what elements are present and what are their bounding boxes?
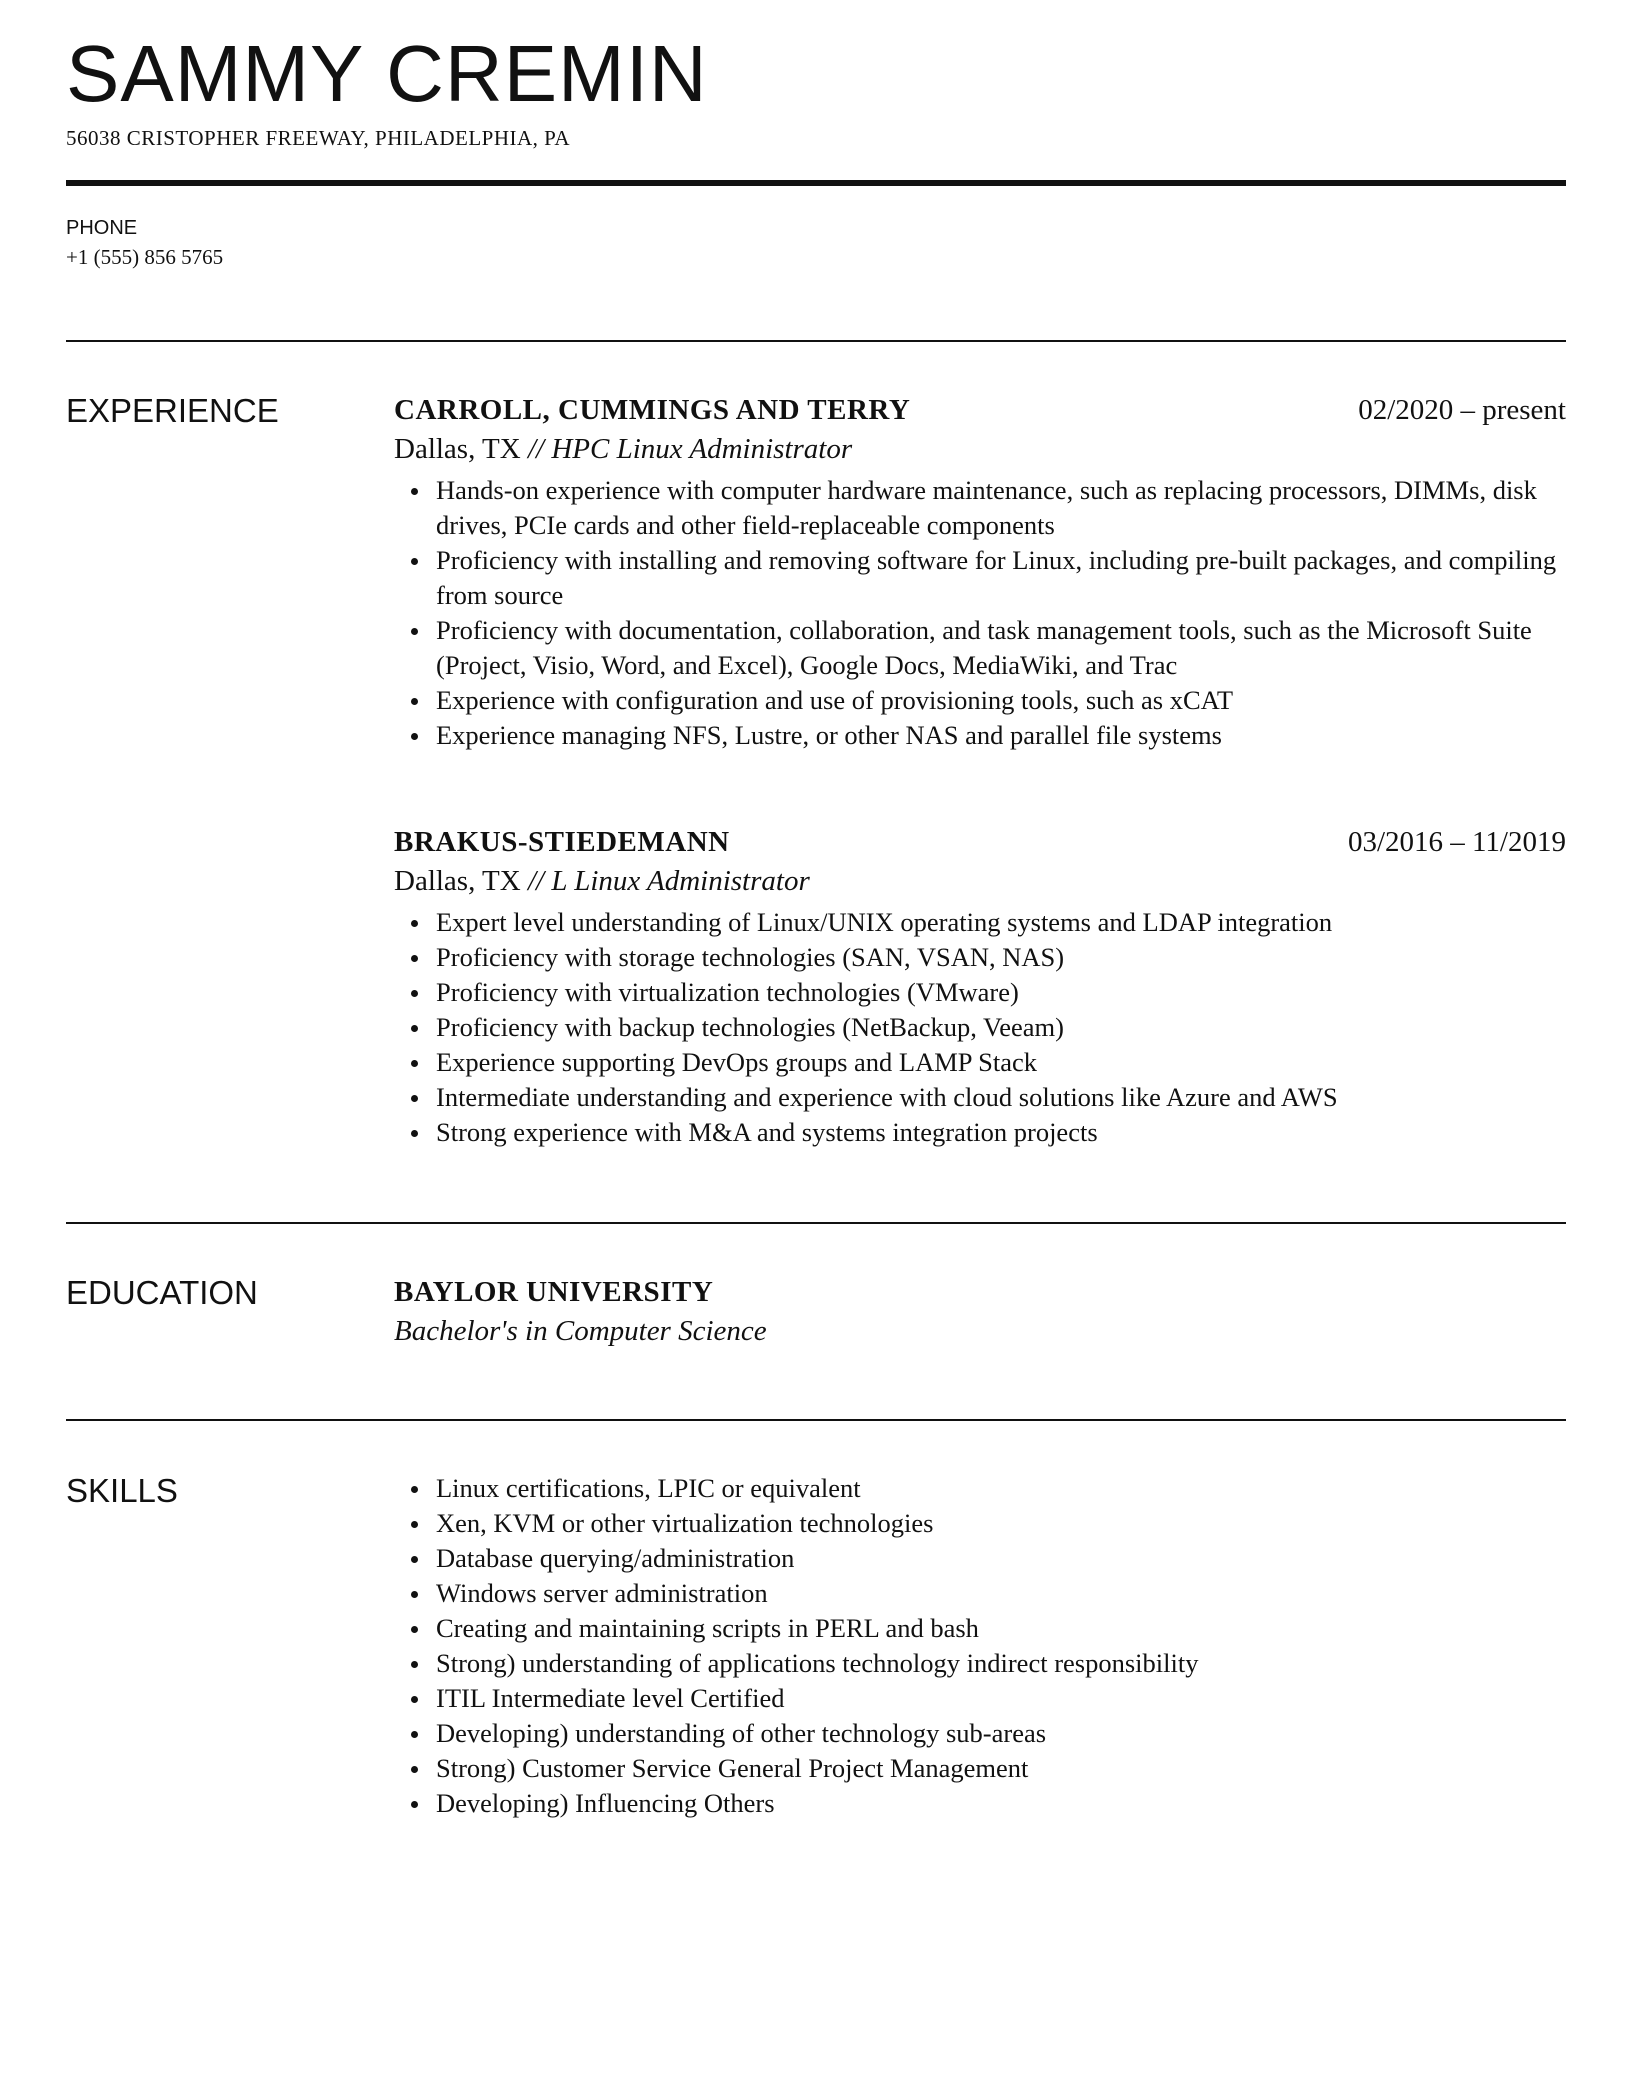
list-item: Xen, KVM or other virtualization technologies	[394, 1506, 1566, 1541]
list-item: Windows server administration	[394, 1576, 1566, 1611]
job-header	[394, 823, 1566, 861]
education-entry	[394, 1273, 1566, 1351]
job-bullets	[394, 473, 1566, 753]
list-item: Linux certifications, LPIC or equivalent	[394, 1471, 1566, 1506]
list-item: Proficiency with storage technologies (SAN, VSAN, NAS)	[394, 940, 1566, 975]
job-subline	[394, 861, 1566, 901]
list-item: Strong) Customer Service General Project Management	[394, 1751, 1566, 1786]
list-item: Proficiency with backup technologies (NetBackup, Veeam)	[394, 1010, 1566, 1045]
section-title-experience: EXPERIENCE	[66, 392, 279, 429]
job-company: BRAKUS-STIEDEMANN	[394, 826, 730, 858]
header-divider	[66, 180, 1566, 186]
skills-list-container	[394, 1471, 1566, 1821]
job-entry	[394, 391, 1566, 753]
job-separator: //	[520, 865, 552, 897]
list-item: Experience with configuration and use of provisioning tools, such as xCAT	[394, 683, 1566, 718]
list-item: ITIL Intermediate level Certified	[394, 1681, 1566, 1716]
job-role: L Linux Administrator	[551, 865, 810, 897]
list-item: Intermediate understanding and experience with cloud solutions like Azure and AWS	[394, 1080, 1566, 1115]
list-item: Experience managing NFS, Lustre, or other NAS and parallel file systems	[394, 718, 1566, 753]
contact-block	[66, 216, 1566, 270]
job-dates: 02/2020 – present	[1358, 394, 1566, 426]
section-divider	[66, 340, 1566, 342]
job-header	[394, 391, 1566, 429]
candidate-address: 56038 CRISTOPHER FREEWAY, PHILADELPHIA, PA	[66, 126, 571, 150]
phone-label: PHONE	[66, 217, 138, 239]
list-item: Developing) Influencing Others	[394, 1786, 1566, 1821]
job-location: Dallas, TX	[394, 433, 521, 465]
job-entry	[394, 823, 1566, 1150]
job-dates: 03/2016 – 11/2019	[1347, 826, 1566, 858]
list-item: Proficiency with installing and removing software for Linux, including pre-built packages, and compiling from source	[394, 543, 1566, 613]
education-school: BAYLOR UNIVERSITY	[394, 1276, 714, 1308]
list-item: Creating and maintaining scripts in PERL and bash	[394, 1611, 1566, 1646]
skills-list	[394, 1471, 1566, 1821]
list-item: Proficiency with documentation, collaboration, and task management tools, such as the Microsoft Suite (Project, Visio, Word, and Excel), Google Docs, MediaWiki, and Trac	[394, 613, 1566, 683]
job-company: CARROLL, CUMMINGS AND TERRY	[394, 394, 911, 426]
list-item: Database querying/administration	[394, 1541, 1566, 1576]
education-degree: Bachelor's in Computer Science	[394, 1315, 767, 1347]
job-role: HPC Linux Administrator	[551, 433, 853, 465]
section-title-education: EDUCATION	[66, 1274, 258, 1311]
list-item: Proficiency with virtualization technologies (VMware)	[394, 975, 1566, 1010]
section-divider	[66, 1419, 1566, 1421]
experience-list	[394, 391, 1566, 1150]
list-item: Strong experience with M&A and systems integration projects	[394, 1115, 1566, 1150]
section-title-skills: SKILLS	[66, 1472, 178, 1509]
list-item: Strong) understanding of applications technology indirect responsibility	[394, 1646, 1566, 1681]
list-item: Expert level understanding of Linux/UNIX operating systems and LDAP integration	[394, 905, 1566, 940]
list-item: Hands-on experience with computer hardware maintenance, such as replacing processors, DIMMs, disk drives, PCIe cards and other field-replaceable components	[394, 473, 1566, 543]
section-divider	[66, 1222, 1566, 1224]
list-item: Experience supporting DevOps groups and LAMP Stack	[394, 1045, 1566, 1080]
skills-section	[66, 1471, 1566, 1821]
job-subline	[394, 429, 1566, 469]
candidate-name: SAMMY CREMIN	[66, 29, 708, 118]
phone-value: +1 (555) 856 5765	[66, 245, 224, 269]
job-bullets	[394, 905, 1566, 1150]
job-location: Dallas, TX	[394, 865, 521, 897]
education-section	[66, 1273, 1566, 1351]
experience-section	[66, 391, 1566, 1150]
job-separator: //	[520, 433, 552, 465]
list-item: Developing) understanding of other technology sub-areas	[394, 1716, 1566, 1751]
